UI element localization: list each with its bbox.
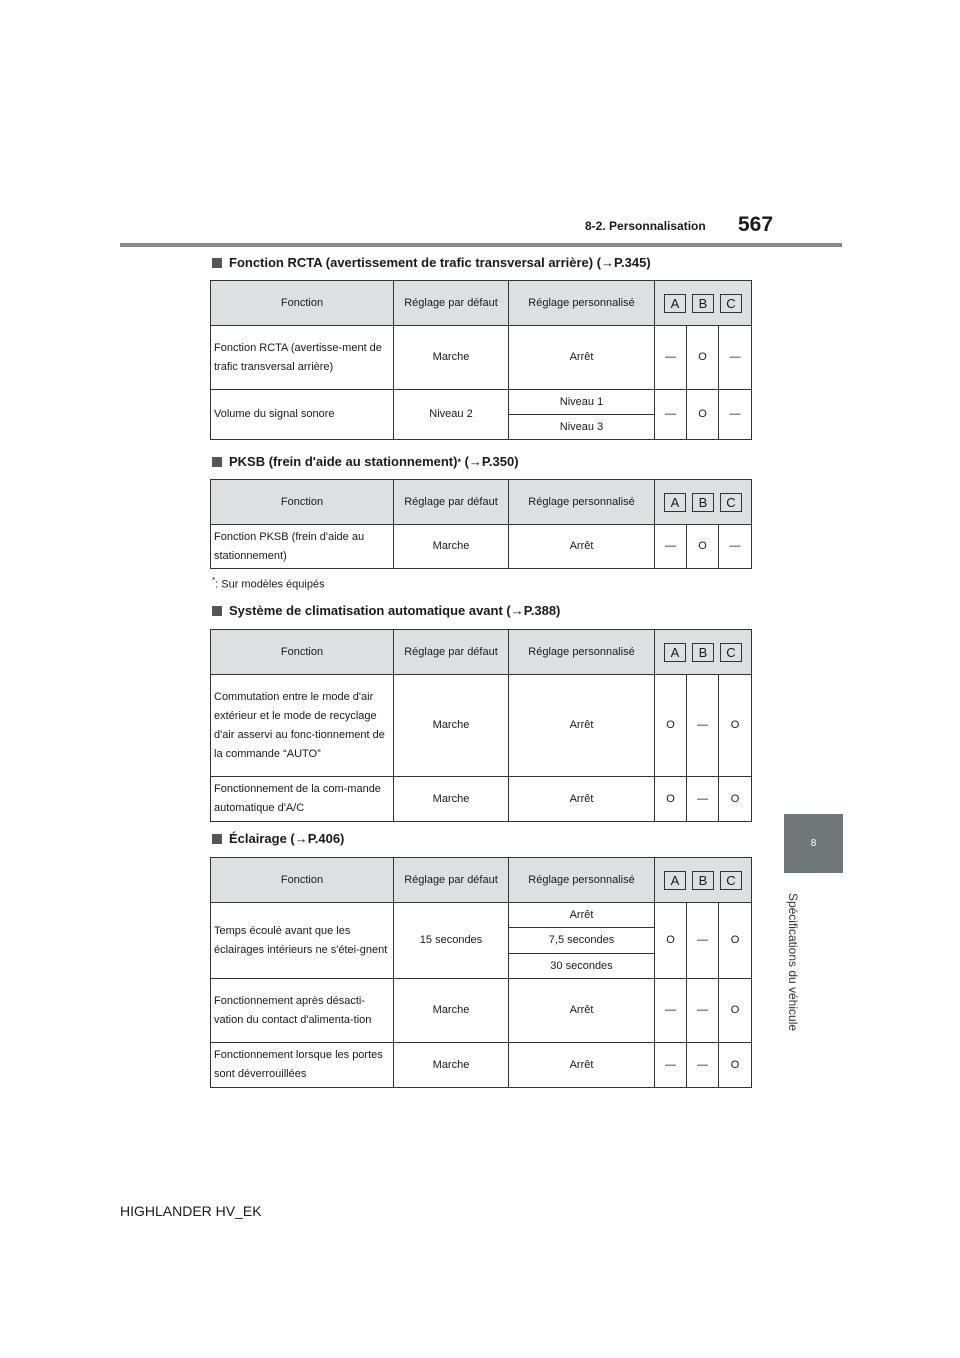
cell-c: — <box>719 390 752 440</box>
cell-perso: Arrêt <box>509 326 655 390</box>
header-abc <box>655 480 752 525</box>
table-row <box>211 777 752 822</box>
cell-fonction: Fonctionnement de la com-mande automatique d'A/C <box>211 777 394 822</box>
table-row <box>211 675 752 777</box>
badge-b: B <box>692 294 714 313</box>
header-fonction: Fonction <box>211 630 394 675</box>
cell-perso: 30 secondes <box>509 954 655 979</box>
cell-a: O <box>655 903 687 979</box>
header-fonction: Fonction <box>211 480 394 525</box>
badge-a: A <box>664 871 686 890</box>
table-row <box>211 1043 752 1088</box>
cell-a: — <box>655 326 687 390</box>
cell-fonction: Fonction PKSB (frein d'aide au stationnement) <box>211 525 394 569</box>
header-abc <box>655 281 752 326</box>
table-row <box>211 903 752 928</box>
table-row <box>211 326 752 390</box>
footnote-mark: * <box>212 576 216 585</box>
section-heading: 8-2. Personnalisation <box>585 219 706 233</box>
section-title-climatisation <box>212 603 560 618</box>
table-header-row <box>211 281 752 326</box>
cell-defaut: Marche <box>394 525 509 569</box>
cell-fonction: Commutation entre le mode d'air extérieur et le mode de recyclage d'air asservi au fonc-tionnement de la commande “AUTO” <box>211 675 394 777</box>
cell-c: — <box>719 326 752 390</box>
cell-defaut: Marche <box>394 777 509 822</box>
badge-b: B <box>692 493 714 512</box>
cell-perso: Niveau 3 <box>509 415 655 440</box>
section-title-eclairage <box>212 831 344 846</box>
cell-fonction: Fonction RCTA (avertisse-ment de trafic transversal arrière) <box>211 326 394 390</box>
cell-fonction: Temps écoulé avant que les éclairages intérieurs ne s'étei-gnent <box>211 903 394 979</box>
cell-b: — <box>687 1043 719 1088</box>
section-title-rcta <box>212 255 651 270</box>
cell-c: O <box>719 777 752 822</box>
page-number: 567 <box>738 213 774 236</box>
footnote-mark: * <box>457 456 461 467</box>
header-abc <box>655 630 752 675</box>
cell-a: — <box>655 525 687 569</box>
header-fonction: Fonction <box>211 281 394 326</box>
section-title-ref: (→P.350) <box>460 454 519 469</box>
cell-defaut: 15 secondes <box>394 903 509 979</box>
badge-a: A <box>664 294 686 313</box>
chapter-tab: 8 <box>784 814 843 873</box>
chapter-label-text: Spécifications du véhicule <box>786 892 800 1032</box>
section-title-text: PKSB (frein d'aide au stationnement) <box>229 454 458 469</box>
badge-b: B <box>692 871 714 890</box>
section-title-text: Système de climatisation automatique avant (→P.388) <box>229 603 561 618</box>
table-pksb <box>210 479 752 569</box>
header-defaut: Réglage par défaut <box>394 480 509 525</box>
cell-perso: Niveau 1 <box>509 390 655 415</box>
header-defaut: Réglage par défaut <box>394 858 509 903</box>
cell-b: O <box>687 390 719 440</box>
table-header-row <box>211 630 752 675</box>
cell-a: — <box>655 979 687 1043</box>
footnote <box>212 576 325 591</box>
cell-a: — <box>655 1043 687 1088</box>
header-defaut: Réglage par défaut <box>394 630 509 675</box>
badge-c: C <box>720 871 742 890</box>
badge-b: B <box>692 643 714 662</box>
cell-perso: Arrêt <box>509 1043 655 1088</box>
cell-perso: Arrêt <box>509 777 655 822</box>
cell-a: O <box>655 675 687 777</box>
table-rcta <box>210 280 752 440</box>
square-bullet-icon <box>212 834 222 844</box>
badge-c: C <box>720 294 742 313</box>
cell-fonction: Volume du signal sonore <box>211 390 394 440</box>
header-divider <box>120 243 842 247</box>
cell-perso: Arrêt <box>509 675 655 777</box>
cell-b: — <box>687 903 719 979</box>
badge-a: A <box>664 493 686 512</box>
square-bullet-icon <box>212 457 222 467</box>
cell-c: O <box>719 675 752 777</box>
section-title-pksb <box>212 454 519 469</box>
cell-c: O <box>719 979 752 1043</box>
table-row <box>211 390 752 415</box>
badge-a: A <box>664 643 686 662</box>
header-fonction: Fonction <box>211 858 394 903</box>
header-defaut: Réglage par défaut <box>394 281 509 326</box>
cell-a: O <box>655 777 687 822</box>
square-bullet-icon <box>212 258 222 268</box>
header-perso: Réglage personnalisé <box>509 281 655 326</box>
header-perso: Réglage personnalisé <box>509 630 655 675</box>
cell-perso: Arrêt <box>509 525 655 569</box>
table-climatisation <box>210 629 752 822</box>
cell-c: — <box>719 525 752 569</box>
cell-c: O <box>719 903 752 979</box>
cell-perso: Arrêt <box>509 903 655 928</box>
cell-defaut: Marche <box>394 979 509 1043</box>
header-abc <box>655 858 752 903</box>
cell-fonction: Fonctionnement lorsque les portes sont déverrouillées <box>211 1043 394 1088</box>
badge-c: C <box>720 493 742 512</box>
table-header-row <box>211 480 752 525</box>
footnote-text: : Sur modèles équipés <box>215 578 325 591</box>
section-title-text: Fonction RCTA (avertissement de trafic transversal arrière) (→P.345) <box>229 255 651 270</box>
cell-perso: 7,5 secondes <box>509 928 655 954</box>
cell-defaut: Marche <box>394 326 509 390</box>
chapter-label <box>763 882 823 1042</box>
cell-b: — <box>687 777 719 822</box>
header-perso: Réglage personnalisé <box>509 858 655 903</box>
cell-b: — <box>687 979 719 1043</box>
badge-c: C <box>720 643 742 662</box>
cell-perso: Arrêt <box>509 979 655 1043</box>
cell-b: O <box>687 525 719 569</box>
cell-fonction: Fonctionnement après désacti-vation du contact d'alimenta-tion <box>211 979 394 1043</box>
cell-b: O <box>687 326 719 390</box>
cell-a: — <box>655 390 687 440</box>
square-bullet-icon <box>212 606 222 616</box>
cell-c: O <box>719 1043 752 1088</box>
cell-defaut: Niveau 2 <box>394 390 509 440</box>
table-row <box>211 525 752 569</box>
footer-model: HIGHLANDER HV_EK <box>120 1203 262 1219</box>
table-eclairage <box>210 857 752 1088</box>
section-title-text: Éclairage (→P.406) <box>229 831 345 846</box>
cell-defaut: Marche <box>394 1043 509 1088</box>
header-perso: Réglage personnalisé <box>509 480 655 525</box>
cell-defaut: Marche <box>394 675 509 777</box>
table-header-row <box>211 858 752 903</box>
cell-b: — <box>687 675 719 777</box>
table-row <box>211 979 752 1043</box>
